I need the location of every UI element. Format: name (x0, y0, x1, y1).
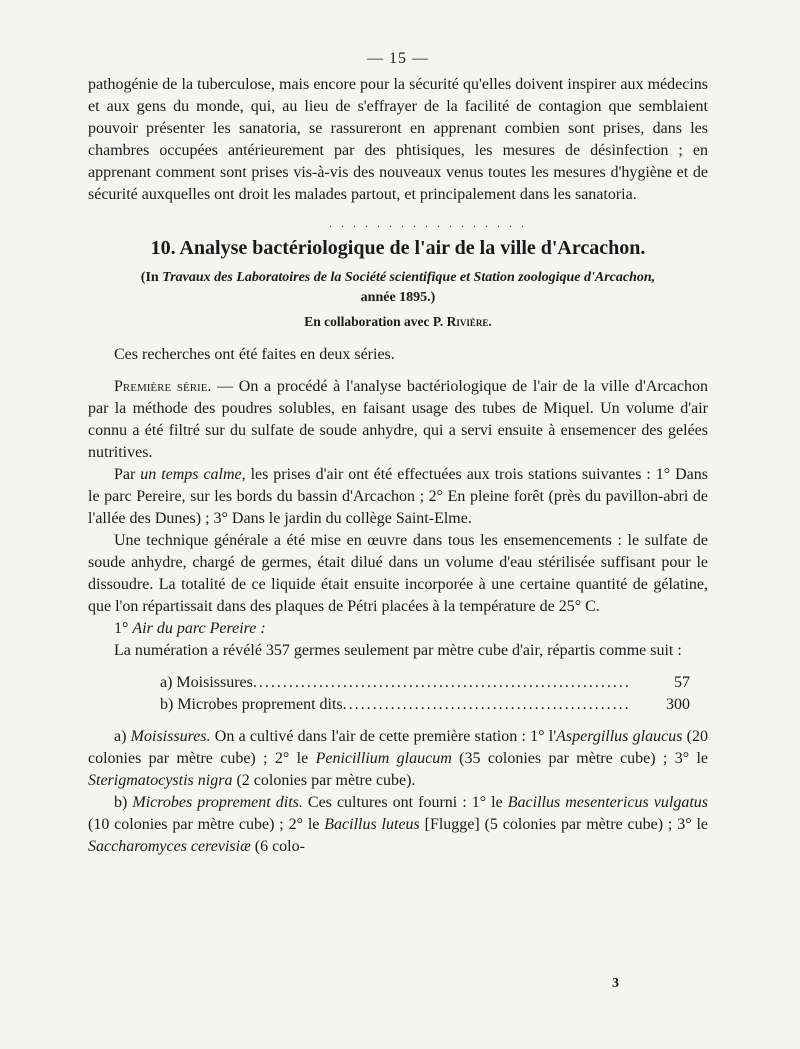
paragraph-technique: Une technique générale a été mise en œuvre dans tous les ensemencements : le sulfate de soude anhydre, chargé de germes, était dilué dans un volume d'eau stérilisée suffisant pour le dissoudre. La totalité de ce liquide était ensuite incorporée à une certaine quantité de gélatine, que l'on répartissait dans des plaques de Pétri placées à la température de 25° C. (88, 532, 708, 615)
paragraph-moisissures: a) Moisissures. On a cultivé dans l'air de cette première station : 1° l'Aspergillus glaucus (20 colonies par mètre cube) ; 2° le Penicillium glaucum (35 colonies par mètre cube) ; 3° le Sterigmatocystis nigra (2 colonies par mètre cube). (88, 728, 709, 789)
paragraph-series: Ces recherches ont été faites en deux séries. (114, 346, 395, 363)
signature-mark: 3 (612, 976, 619, 991)
subheading-parc-pereire: 1° Air du parc Pereire : (114, 620, 266, 637)
list-item: b) Microbes proprement dits . . . 300 (88, 694, 708, 716)
page-number: — 15 — (367, 50, 429, 67)
intro-paragraph: pathogénie de la tuberculose, mais encore pour la sécurité qu'elles doivent inspirer aux médecins et aux gens du monde, qui, au lieu de s'effrayer de la facilité de contagion que semblaient pouvoir présenter les sanatoria, se rassureront en apprenant combien sont prises, dans les chambres occupées antérieurement par des phtisiques, les mesures de désinfection ; en apprenant comment sont prises vis-à-vis des nouveaux venus toutes les mesures d'hygiène et de sécurité auxquelles ont droit les malades partout, et principalement dans les sanatoria. (88, 76, 708, 203)
paragraph-microbes: b) Microbes proprement dits. Ces cultures ont fourni : 1° le Bacillus mesentericus vulgatus (10 colonies par mètre cube) ; 2° le Bacillus luteus [Flugge] (5 colonies par mètre cube) ; 3° le Saccharomyces cerevisiæ (6 colo- (88, 794, 709, 855)
list-item: a) Moisissures . . . 57 (88, 672, 708, 694)
paragraph-first-series: Première série. — On a procédé à l'analyse bactériologique de l'air de la ville d'Arcachon par la méthode des poudres solubles, en faisant usage des tubes de Miquel. Un volume d'air connu a été filtré sur du sulfate de soude anhydre, qui a servi ensuite à ensemencer des gelées nutritives. (88, 378, 709, 461)
germ-count-list (88, 672, 708, 716)
source-year: année 1895.) (360, 290, 436, 305)
collaborator-name: Rivière. (446, 314, 492, 329)
document-page (88, 50, 708, 858)
collaboration-line: En collaboration avec P. Rivière. (304, 314, 492, 329)
dotted-separator: . . . . . . . . . . . . . . . . . (329, 216, 527, 230)
paragraph-calm-weather: Par un temps calme, les prises d'air ont été effectuées aux trois stations suivantes : 1° Dans le parc Pereire, sur les bords du bassin d'Arcachon ; 2° En pleine forêt (près du pavillon-abri de l'allée des Dunes) ; 3° Dans le jardin du collège Saint-Elme. (88, 466, 709, 527)
section-title: 10. Analyse bactériologique de l'air de la ville d'Arcachon. (150, 237, 646, 259)
paragraph-count: La numération a révélé 357 germes seulement par mètre cube d'air, répartis comme suit : (114, 642, 682, 659)
source-journal: Travaux des Laboratoires de la Société scientifique et Station zoologique d'Arcachon, (162, 270, 656, 285)
source-open: (In (140, 270, 163, 285)
source-citation (88, 268, 708, 308)
first-series-label: Première série. (114, 378, 212, 395)
